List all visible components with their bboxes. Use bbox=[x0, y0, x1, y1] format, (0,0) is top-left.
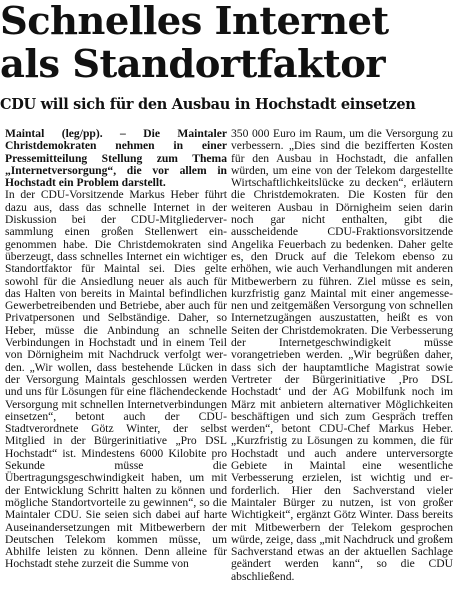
article-column-right bbox=[231, 128, 453, 583]
article-body-column-2: 350 000 Euro im Raum, um die Versorgung zu verbessern. „Dies sind die bezifferten Kosten für den Ausbau in Hochstadt, die anfallen würden, um eine von der Telekom dargestellte Wirtschaftlichkeitslücke zu decken“, erläutern die Christdemokraten. Die Kosten für den weiteren Ausbau in Dörnigheim seien darin noch gar nicht enthalten, gibt die ausscheidende CDU-Fraktionsvorsitzende Angelika Feuerbach zu bedenken. Daher gelte es, den Druck auf die Telekom ebenso zu erhöhen, wie auch Verhandlungen mit anderen Mitbewerbern zu führen. Ziel müsse es sein, kurzfristig ganz Maintal mit einer angemessenen und zeitgemäßen Versorgung von schnellen Internetzugängen auszustatten, heißt es von Seiten der Christdemokraten. Die Verbesserung der Internetgeschwindigkeit müsse vorangetrieben werden. „Wir begrüßen daher, dass sich der hauptamtliche Magistrat sowie Vertreter der Bürgerinitiative ‚Pro DSL Hochstadt‘ und der AG Mobilfunk noch im März mit anbietern alternativer Möglichkeiten beschäftigen und sich zum Gespräch treffen werden“, betont CDU-Chef Markus Heber. „Kurzfristig zu Lösungen zu kommen, die für Hochstadt und auch andere unterversorgte Gebiete in Maintal eine wesentliche Verbesserung erzielen, ist wichtig und erforderlich. Hier den Sachverstand vieler Maintaler Bürger zu nutzen, ist von großer Wichtigkeit“, ergänzt Götz Winter. Dass bereits mit Mitbewerbern der Telekom gesprochen würde, zeige, dass „mit Nachdruck und großem Sachverstand etwas an der aktuellen Sachlage geändert werden kann“, so die CDU abschließend. bbox=[231, 127, 453, 583]
headline-line-1: Schnelles Internet bbox=[0, 0, 389, 44]
article-column-left bbox=[5, 128, 227, 571]
article-body-column-1: In der CDU-Vorsitzende Markus Heber führt dazu aus, dass das schnelle Internet in der Diskussion bei der CDU-Mitgliederversammlung einen großen Stellenwert eingenommen habe. Die Christdemokraten sind überzeugt, dass schnelles Internet ein wichtiger Standortfaktor für Maintal sei. Dies gelte sowohl für die Ansiedlung neuer als auch für das Halten von bereits in Maintal befindlichen Gewerbetreibenden und Betriebe, aber auch für Privatpersonen und Selbständige. Daher, so Heber, müsse die Anbindung an schnelle Verbindungen in Hochstadt und in einem Teil von Dörnigheim mit Nachdruck verfolgt werden. „Wir wollen, dass bestehende Lücken in der Versorgung Maintals geschlossen werden und uns für Lösungen für eine flächendeckende Versorgung mit schnellen Internetverbindungen einsetzen“, betont auch der CDU-Stadtverordnete Götz Winter, der selbst Mitglied in der Bürgerinitiative „Pro DSL Hochstadt“ ist. Mindestens 6000 Kilobite pro Sekunde müsse die Übertragungsgeschwindigkeit haben, um mit der Entwicklung Schritt halten zu können und mögliche Standortvorteile zu gewinnen“, so die Maintaler CDU. Sie seien sich dabei auf harte Auseinandersetzungen mit Mitbewerbern der Deutschen Telekom kommen müsse, um Abhilfe leisten zu können. Denn alleine für Hochstadt stehe zurzeit die Summe von bbox=[5, 188, 227, 571]
headline bbox=[0, 0, 459, 86]
headline-line-2: als Standortfaktor bbox=[0, 42, 385, 87]
article-lead: Maintal (leg/pp). – Die Maintaler Christdemokraten nehmen in einer Pressemitteilung Stellung zum Thema „Internetversorgung“, die vor allem in Hochstadt ein Problem darstellt. bbox=[5, 127, 227, 190]
subheadline: CDU will sich für den Ausbau in Hochstadt einsetzen bbox=[0, 96, 416, 113]
